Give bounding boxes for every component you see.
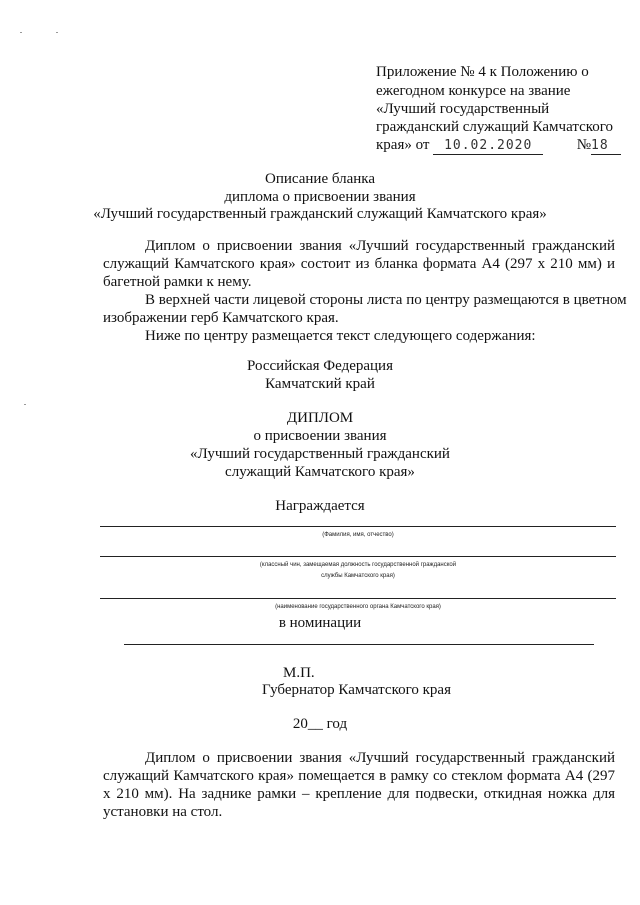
fill-line-name <box>100 526 616 527</box>
appendix-number-label: № <box>576 137 592 153</box>
appendix-line: края» от <box>376 137 430 153</box>
appendix-line: гражданский служащий Камчатского <box>376 119 614 135</box>
appendix-date: 10.02.2020 <box>433 137 543 155</box>
paragraph-line: Диплом о присвоении звания «Лучший государственный гражданский <box>145 238 615 254</box>
diploma-region: Камчатский край <box>265 376 375 392</box>
fill-line-org <box>100 598 616 599</box>
scan-speck <box>20 32 22 33</box>
diploma-subtitle: о присвоении звания <box>253 428 387 444</box>
diploma-awarded: Награждается <box>275 498 365 514</box>
fill-line-rank <box>100 556 616 557</box>
fill-line-nomination <box>124 644 594 645</box>
paragraph-line: служащий Камчатского края» помещается в рамку со стеклом формата А4 (297 <box>103 768 615 784</box>
appendix-line: ежегодном конкурсе на звание <box>376 83 571 99</box>
title-line: Описание бланка <box>265 171 375 187</box>
paragraph-line: установки на стол. <box>103 804 223 820</box>
diploma-country: Российская Федерация <box>247 358 393 374</box>
diploma-seal: М.П. <box>283 665 315 681</box>
title-line: диплома о присвоении звания <box>224 189 416 205</box>
scan-speck <box>24 404 26 405</box>
scan-speck <box>56 32 58 33</box>
diploma-governor: Губернатор Камчатского края <box>262 682 451 698</box>
paragraph-line: изображении герб Камчатского края. <box>103 310 339 326</box>
appendix-number: 18 <box>591 137 621 155</box>
appendix-date-line <box>376 137 621 155</box>
paragraph-line: В верхней части лицевой стороны листа по центру размещаются в цветном <box>145 292 627 308</box>
diploma-subtitle: «Лучший государственный гражданский <box>190 446 450 462</box>
paragraph-line: Диплом о присвоении звания «Лучший государственный гражданский <box>145 750 615 766</box>
appendix-line: «Лучший государственный <box>376 101 550 117</box>
diploma-subtitle: служащий Камчатского края» <box>225 464 415 480</box>
paragraph-line: служащий Камчатского края» состоит из бланка формата А4 (297 х 210 мм) и <box>103 256 615 272</box>
paragraph-line: х 210 мм). На заднике рамки – крепление для подвески, откидная ножка для <box>103 786 615 802</box>
caption-rank: (классный чин, замещаемая должность государственной гражданской <box>259 562 457 568</box>
diploma-heading: ДИПЛОМ <box>286 410 354 426</box>
appendix-line: Приложение № 4 к Положению о <box>376 64 589 80</box>
caption-org: (наименование государственного органа Камчатского края) <box>275 604 441 610</box>
caption-name: (Фамилия, имя, отчество) <box>322 532 394 538</box>
diploma-year: 20__ год <box>292 716 348 732</box>
title-line: «Лучший государственный гражданский служащий Камчатского края» <box>93 206 547 222</box>
paragraph-line: багетной рамки к нему. <box>103 274 252 290</box>
diploma-nomination: в номинации <box>278 615 362 631</box>
paragraph-line: Ниже по центру размещается текст следующего содержания: <box>145 328 536 344</box>
caption-rank: службы Камчатского края) <box>321 573 395 579</box>
